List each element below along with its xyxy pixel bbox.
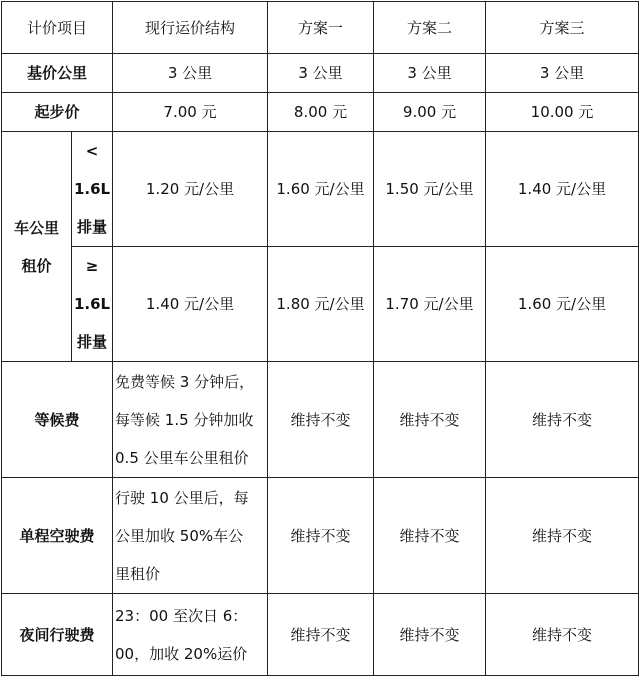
header-current: 现行运价结构 bbox=[113, 2, 268, 54]
night-fee-plan3: 维持不变 bbox=[486, 594, 639, 676]
small-engine-label bbox=[72, 132, 113, 247]
night-fee-current bbox=[113, 594, 268, 676]
large-plan2: 1.70 元/公里 bbox=[374, 247, 486, 362]
waiting-fee-current-line: 每等候 1.5 分钟加收 bbox=[115, 410, 254, 429]
small-plan3: 1.40 元/公里 bbox=[486, 132, 639, 247]
waiting-fee-plan1: 维持不变 bbox=[268, 362, 374, 478]
night-fee-current-line: 00，加收 20%运价 bbox=[115, 644, 248, 663]
starting-fare-plan3: 10.00 元 bbox=[486, 93, 639, 132]
waiting-fee-label: 等候费 bbox=[2, 362, 113, 478]
starting-fare-plan2: 9.00 元 bbox=[374, 93, 486, 132]
empty-return-fee-plan2: 维持不变 bbox=[374, 478, 486, 594]
base-distance-current: 3 公里 bbox=[113, 54, 268, 93]
waiting-fee-plan3: 维持不变 bbox=[486, 362, 639, 478]
header-plan3: 方案三 bbox=[486, 2, 639, 54]
small-plan2: 1.50 元/公里 bbox=[374, 132, 486, 247]
per-km-label bbox=[2, 132, 72, 362]
waiting-fee-current bbox=[113, 362, 268, 478]
night-fee-label: 夜间行驶费 bbox=[2, 594, 113, 676]
base-distance-plan3: 3 公里 bbox=[486, 54, 639, 93]
small-engine-label-line: 1.6L bbox=[73, 180, 111, 198]
waiting-fee-row bbox=[2, 362, 639, 478]
small-engine-label-line: 排量 bbox=[77, 218, 108, 236]
per-km-small-row bbox=[2, 132, 639, 247]
fare-comparison-table bbox=[1, 1, 639, 676]
header-item: 计价项目 bbox=[2, 2, 113, 54]
empty-return-fee-current-line: 行驶 10 公里后，每 bbox=[115, 488, 249, 507]
empty-return-fee-current-line: 公里加收 50%车公 bbox=[115, 526, 244, 545]
per-km-label-line: 车公里 bbox=[13, 218, 59, 237]
header-plan2: 方案二 bbox=[374, 2, 486, 54]
night-fee-row bbox=[2, 594, 639, 676]
base-distance-row bbox=[2, 54, 639, 93]
small-current: 1.20 元/公里 bbox=[113, 132, 268, 247]
starting-fare-label: 起步价 bbox=[2, 93, 113, 132]
empty-return-fee-current bbox=[113, 478, 268, 594]
empty-return-fee-current-line: 里租价 bbox=[115, 564, 161, 583]
large-engine-label-line: ≥ bbox=[85, 257, 99, 275]
empty-return-fee-label: 单程空驶费 bbox=[2, 478, 113, 594]
header-plan1: 方案一 bbox=[268, 2, 374, 54]
header-row bbox=[2, 2, 639, 54]
starting-fare-row bbox=[2, 93, 639, 132]
base-distance-plan1: 3 公里 bbox=[268, 54, 374, 93]
night-fee-plan1: 维持不变 bbox=[268, 594, 374, 676]
small-plan1: 1.60 元/公里 bbox=[268, 132, 374, 247]
empty-return-fee-plan3: 维持不变 bbox=[486, 478, 639, 594]
starting-fare-plan1: 8.00 元 bbox=[268, 93, 374, 132]
waiting-fee-current-line: 0.5 公里车公里租价 bbox=[115, 448, 249, 467]
large-current: 1.40 元/公里 bbox=[113, 247, 268, 362]
empty-return-fee-row bbox=[2, 478, 639, 594]
base-distance-plan2: 3 公里 bbox=[374, 54, 486, 93]
starting-fare-current: 7.00 元 bbox=[113, 93, 268, 132]
large-engine-label bbox=[72, 247, 113, 362]
base-distance-label: 基价公里 bbox=[2, 54, 113, 93]
night-fee-current-line: 23：00 至次日 6： bbox=[115, 606, 248, 625]
large-plan1: 1.80 元/公里 bbox=[268, 247, 374, 362]
per-km-large-row bbox=[2, 247, 639, 362]
large-plan3: 1.60 元/公里 bbox=[486, 247, 639, 362]
night-fee-plan2: 维持不变 bbox=[374, 594, 486, 676]
waiting-fee-plan2: 维持不变 bbox=[374, 362, 486, 478]
empty-return-fee-plan1: 维持不变 bbox=[268, 478, 374, 594]
small-engine-label-line: < bbox=[85, 142, 99, 160]
large-engine-label-line: 1.6L bbox=[73, 295, 111, 313]
per-km-label-line: 租价 bbox=[21, 256, 52, 275]
large-engine-label-line: 排量 bbox=[77, 333, 108, 351]
waiting-fee-current-line: 免费等候 3 分钟后， bbox=[115, 372, 255, 391]
